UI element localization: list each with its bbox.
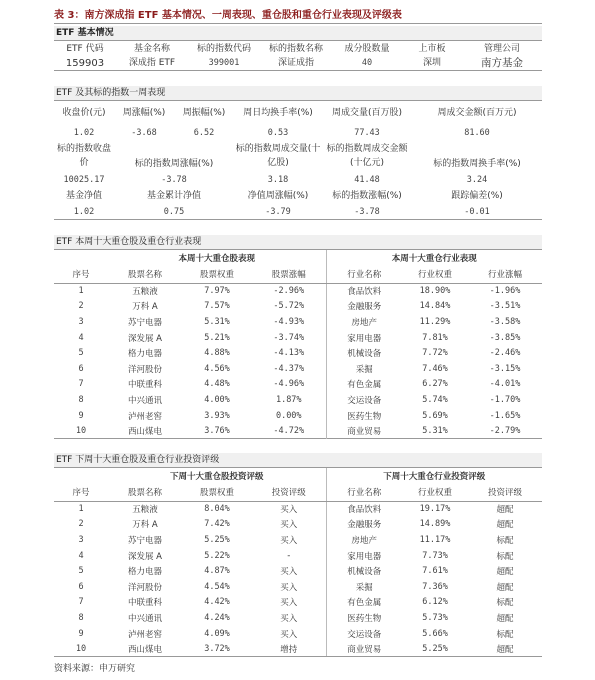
weekly-label: 周涨幅(%) bbox=[122, 108, 166, 118]
table-cell: 超配 bbox=[496, 520, 514, 531]
weekly-value: 1.02 bbox=[73, 207, 95, 217]
table-cell: 4.87% bbox=[204, 566, 230, 577]
table-cell: 4 bbox=[78, 332, 84, 343]
table-cell: 8 bbox=[78, 612, 84, 623]
table-cell: 5.66% bbox=[422, 628, 448, 639]
column-header: 行业名称 bbox=[326, 266, 402, 283]
weekly-label: 基金净值 bbox=[65, 191, 102, 201]
table-cell: 五粮液 bbox=[132, 505, 158, 516]
table-cell: -4.01% bbox=[489, 379, 521, 390]
column-header: 投资评级 bbox=[252, 484, 326, 501]
weekly-row3-values bbox=[54, 205, 542, 220]
table-cell: 6.27% bbox=[422, 379, 448, 390]
table-cell: 14.84% bbox=[419, 301, 451, 312]
table-cell: 标配 bbox=[496, 629, 514, 640]
basic-header: 成分股数量 bbox=[344, 44, 390, 54]
table-cell: 5.22% bbox=[204, 550, 230, 561]
table-cell: 3.76% bbox=[204, 425, 230, 436]
table-cell: 超配 bbox=[496, 505, 514, 516]
table-cell: 苏宁电器 bbox=[127, 317, 162, 328]
table-cell: 7.97% bbox=[204, 286, 230, 297]
column-header: 投资评级 bbox=[468, 484, 542, 501]
weekly-value: 0.53 bbox=[267, 128, 289, 138]
basic-value: 深成指 ETF bbox=[128, 58, 176, 68]
weekly-label: 跟踪偏差(%) bbox=[451, 191, 503, 201]
basic-value-company: 南方基金 bbox=[481, 57, 523, 69]
weekly-label: 标的指数周涨幅(%) bbox=[134, 159, 214, 169]
weekly-label: 标的指数周成交金额(十亿元) bbox=[326, 144, 408, 168]
basic-info-values bbox=[54, 56, 542, 71]
weekly-section-header: ETF 及其标的指数一周表现 bbox=[54, 86, 542, 101]
weekly-value: 77.43 bbox=[354, 128, 380, 138]
basic-value-code: 159903 bbox=[65, 58, 105, 69]
table-cell: 4.48% bbox=[204, 379, 230, 390]
table-row bbox=[54, 314, 542, 330]
table-cell: 机械设备 bbox=[326, 345, 402, 361]
table-cell: 7.73% bbox=[422, 550, 448, 561]
table-cell: 买入 bbox=[280, 505, 298, 516]
top10-section-header: ETF 本周十大重仓股及重仓行业表现 bbox=[54, 235, 542, 250]
column-header: 序号 bbox=[54, 484, 108, 501]
table-cell: 洋河股份 bbox=[127, 582, 162, 593]
table-cell: 18.90% bbox=[419, 286, 451, 297]
table-cell: 7.42% bbox=[204, 519, 230, 530]
top10-table bbox=[54, 250, 542, 439]
table-cell: 9 bbox=[78, 628, 84, 639]
table-cell: 4.54% bbox=[204, 581, 230, 592]
table-row bbox=[54, 330, 542, 346]
table-cell: 买入 bbox=[280, 629, 298, 640]
table-cell: 5.74% bbox=[422, 394, 448, 405]
ratings-right-title: 下周十大重仓行业投资评级 bbox=[326, 468, 542, 484]
table-cell: 14.89% bbox=[419, 519, 451, 530]
table-cell: -3.51% bbox=[489, 301, 521, 312]
table-cell: 10 bbox=[75, 643, 87, 654]
table-row bbox=[54, 283, 542, 299]
table-cell: 中联重科 bbox=[127, 380, 162, 391]
table-row bbox=[54, 532, 542, 548]
table-cell: 7.81% bbox=[422, 332, 448, 343]
weekly-value: 0.75 bbox=[163, 207, 185, 217]
table-row bbox=[54, 423, 542, 439]
top10-header-row bbox=[54, 266, 542, 283]
table-cell: 5.69% bbox=[422, 410, 448, 421]
basic-value: 深圳 bbox=[422, 58, 441, 68]
weekly-value: -3.68 bbox=[131, 128, 157, 138]
table-cell: 医药生物 bbox=[326, 610, 402, 626]
weekly-label: 标的指数周换手率(%) bbox=[433, 159, 521, 169]
table-cell: 7 bbox=[78, 597, 84, 608]
table-cell: 3.72% bbox=[204, 643, 230, 654]
table-cell: 万科 A bbox=[132, 302, 158, 313]
column-header: 股票名称 bbox=[108, 266, 182, 283]
table-cell: 19.17% bbox=[419, 504, 451, 515]
table-row bbox=[54, 299, 542, 315]
weekly-label: 周日均换手率(%) bbox=[243, 108, 313, 118]
table-cell: -4.93% bbox=[273, 316, 305, 327]
table-cell: 9 bbox=[78, 410, 84, 421]
table-cell: 5.73% bbox=[422, 612, 448, 623]
table-cell: 5.25% bbox=[204, 534, 230, 545]
weekly-value: -3.78 bbox=[354, 207, 380, 217]
table-cell: 标配 bbox=[496, 551, 514, 562]
basic-info-section-header: ETF 基本情况 bbox=[54, 26, 542, 41]
table-cell: 3 bbox=[78, 316, 84, 327]
weekly-value: -3.79 bbox=[265, 207, 291, 217]
table-row bbox=[54, 595, 542, 611]
table-row bbox=[54, 610, 542, 626]
table-cell: 有色金属 bbox=[326, 377, 402, 393]
table-cell: 家用电器 bbox=[326, 548, 402, 564]
table-cell: 五粮液 bbox=[132, 287, 158, 298]
ratings-header-row bbox=[54, 484, 542, 501]
table-cell: 4.09% bbox=[204, 628, 230, 639]
table-cell: -2.96% bbox=[273, 286, 305, 297]
table-cell: 深发展 A bbox=[127, 333, 163, 344]
table-cell: 6 bbox=[78, 581, 84, 592]
column-header: 行业权重 bbox=[402, 266, 468, 283]
table-cell: 医药生物 bbox=[326, 408, 402, 424]
basic-header: 管理公司 bbox=[483, 44, 520, 54]
table-cell: 8 bbox=[78, 394, 84, 405]
basic-value: 深证成指 bbox=[277, 58, 314, 68]
table-cell: - bbox=[287, 550, 291, 561]
weekly-label: 标的指数涨幅(%) bbox=[332, 191, 402, 201]
weekly-value: 81.60 bbox=[464, 128, 490, 138]
table-cell: 商业贸易 bbox=[326, 641, 402, 657]
table-cell: 格力电器 bbox=[127, 567, 162, 578]
basic-value: 399001 bbox=[208, 58, 240, 68]
weekly-row2-values bbox=[54, 173, 542, 187]
table-cell: -3.58% bbox=[489, 316, 521, 327]
weekly-row3-labels bbox=[54, 189, 542, 203]
weekly-value: 3.18 bbox=[267, 175, 289, 185]
table-row bbox=[54, 501, 542, 517]
table-cell: 交运设备 bbox=[326, 392, 402, 408]
table-cell: -1.65% bbox=[489, 410, 521, 421]
table-cell: 房地产 bbox=[326, 532, 402, 548]
table-cell: 泸州老窖 bbox=[127, 411, 162, 422]
weekly-label: 周振幅(%) bbox=[182, 108, 226, 118]
table-cell: 2 bbox=[78, 519, 84, 530]
table-row bbox=[54, 345, 542, 361]
bottom-rule bbox=[54, 656, 542, 657]
table-cell: 1 bbox=[78, 286, 84, 297]
source-note: 资料来源：申万研究 bbox=[54, 664, 136, 674]
table-cell: 深发展 A bbox=[127, 551, 163, 562]
table-cell: 5 bbox=[78, 566, 84, 577]
table-cell: 中兴通讯 bbox=[127, 613, 162, 624]
table-cell: 洋河股份 bbox=[127, 364, 162, 375]
weekly-label: 周成交量(百万股) bbox=[331, 108, 403, 118]
table-cell: -2.79% bbox=[489, 425, 521, 436]
table-cell: 有色金属 bbox=[326, 595, 402, 611]
table-cell: -1.96% bbox=[489, 286, 521, 297]
table-cell: 4.24% bbox=[204, 612, 230, 623]
table-row bbox=[54, 548, 542, 564]
table-cell: 超配 bbox=[496, 582, 514, 593]
table-cell: 5.21% bbox=[204, 332, 230, 343]
table-cell: 买入 bbox=[280, 598, 298, 609]
top10-right-title: 本周十大重仓行业表现 bbox=[326, 250, 542, 266]
table-cell: 5.31% bbox=[204, 316, 230, 327]
weekly-value: 41.48 bbox=[354, 175, 380, 185]
table-cell: -4.37% bbox=[273, 363, 305, 374]
table-title: 表 3：南方深成指 ETF 基本情况、一周表现、重仓股和重仓行业表现及评级表 bbox=[54, 8, 542, 24]
table-cell: 中联重科 bbox=[127, 598, 162, 609]
weekly-value: 10025.17 bbox=[63, 175, 105, 185]
table-cell: -5.72% bbox=[273, 301, 305, 312]
table-cell: 3 bbox=[78, 534, 84, 545]
table-cell: 采掘 bbox=[326, 579, 402, 595]
table-cell: 1.87% bbox=[275, 394, 302, 405]
table-cell: 标配 bbox=[496, 535, 514, 546]
table-cell: 格力电器 bbox=[127, 349, 162, 360]
table-cell: 金融服务 bbox=[326, 299, 402, 315]
weekly-row1-values bbox=[54, 126, 542, 140]
table-cell: 7.36% bbox=[422, 581, 448, 592]
table-cell: 7.61% bbox=[422, 566, 448, 577]
table-cell: 标配 bbox=[496, 598, 514, 609]
table-cell: 买入 bbox=[280, 520, 298, 531]
table-cell: 增持 bbox=[280, 644, 298, 655]
table-cell: 交运设备 bbox=[326, 626, 402, 642]
table-row bbox=[54, 408, 542, 424]
table-cell: 1 bbox=[78, 504, 84, 515]
table-row bbox=[54, 626, 542, 642]
table-cell: 4 bbox=[78, 550, 84, 561]
column-header: 股票涨幅 bbox=[252, 266, 326, 283]
table-cell: 超配 bbox=[496, 567, 514, 578]
table-row bbox=[54, 392, 542, 408]
basic-value: 40 bbox=[361, 58, 373, 68]
table-cell: 房地产 bbox=[326, 314, 402, 330]
table-cell: -2.46% bbox=[489, 348, 521, 359]
weekly-row2-labels bbox=[54, 141, 542, 171]
ratings-section-header: ETF 下周十大重仓股及重仓行业投资评级 bbox=[54, 453, 542, 468]
column-header: 行业权重 bbox=[402, 484, 468, 501]
table-cell: -4.72% bbox=[273, 425, 305, 436]
column-header: 股票权重 bbox=[182, 266, 252, 283]
basic-info-headers bbox=[54, 42, 542, 56]
table-cell: 西山煤电 bbox=[127, 426, 162, 437]
table-cell: 采掘 bbox=[326, 361, 402, 377]
table-cell: -3.74% bbox=[273, 332, 305, 343]
table-cell: 7 bbox=[78, 379, 84, 390]
table-cell: 泸州老窖 bbox=[127, 629, 162, 640]
weekly-value: -3.78 bbox=[161, 175, 187, 185]
table-cell: 苏宁电器 bbox=[127, 535, 162, 546]
weekly-value: 3.24 bbox=[466, 175, 488, 185]
table-cell: 11.29% bbox=[419, 316, 451, 327]
table-cell: 8.04% bbox=[204, 504, 230, 515]
weekly-label: 标的指数收盘价 bbox=[56, 144, 111, 168]
table-cell: 6 bbox=[78, 363, 84, 374]
table-cell: -3.85% bbox=[489, 332, 521, 343]
weekly-row1-labels bbox=[54, 106, 542, 120]
table-cell: 超配 bbox=[496, 613, 514, 624]
column-header: 行业名称 bbox=[326, 484, 402, 501]
table-cell: 7.72% bbox=[422, 348, 448, 359]
table-cell: -1.70% bbox=[489, 394, 521, 405]
ratings-left-title: 下周十大重仓股投资评级 bbox=[170, 472, 264, 482]
table-cell: 买入 bbox=[280, 582, 298, 593]
table-cell: 机械设备 bbox=[326, 563, 402, 579]
table-cell: 买入 bbox=[280, 613, 298, 624]
table-cell: 7.46% bbox=[422, 363, 448, 374]
ratings-table bbox=[54, 468, 542, 657]
weekly-label: 收盘价(元) bbox=[62, 108, 106, 118]
column-header: 序号 bbox=[54, 266, 108, 283]
table-cell: 食品饮料 bbox=[326, 283, 402, 299]
table-cell: 5 bbox=[78, 348, 84, 359]
table-cell: 食品饮料 bbox=[326, 501, 402, 517]
basic-header: 标的指数名称 bbox=[268, 44, 323, 54]
table-cell: -4.96% bbox=[273, 379, 305, 390]
table-cell: 4.00% bbox=[204, 394, 230, 405]
weekly-value: -0.01 bbox=[464, 207, 490, 217]
table-row bbox=[54, 641, 542, 657]
table-cell: 4.42% bbox=[204, 597, 230, 608]
column-header: 股票权重 bbox=[182, 484, 252, 501]
table-cell: 买入 bbox=[280, 567, 298, 578]
basic-header: 标的指数代码 bbox=[196, 44, 251, 54]
table-cell: 7.57% bbox=[204, 301, 230, 312]
table-cell: 5.31% bbox=[422, 425, 448, 436]
column-header: 行业涨幅 bbox=[468, 266, 542, 283]
table-cell: 超配 bbox=[496, 644, 514, 655]
table-cell: 3.93% bbox=[204, 410, 230, 421]
table-row bbox=[54, 377, 542, 393]
basic-header: 上市板 bbox=[418, 44, 446, 54]
table-cell: 买入 bbox=[280, 535, 298, 546]
table-cell: 11.17% bbox=[419, 534, 451, 545]
weekly-value: 6.52 bbox=[193, 128, 215, 138]
basic-header: 基金名称 bbox=[133, 44, 170, 54]
weekly-label: 周成交金额(百万元) bbox=[437, 108, 517, 118]
column-header: 股票名称 bbox=[108, 484, 182, 501]
top10-left-title: 本周十大重仓股表现 bbox=[178, 254, 255, 264]
table-cell: 5.25% bbox=[422, 643, 448, 654]
table-row bbox=[54, 361, 542, 377]
table-cell: 4.88% bbox=[204, 348, 230, 359]
table-cell: 西山煤电 bbox=[127, 644, 162, 655]
table-cell: -3.15% bbox=[489, 363, 521, 374]
table-cell: 家用电器 bbox=[326, 330, 402, 346]
weekly-label: 净值周涨幅(%) bbox=[247, 191, 309, 201]
table-row bbox=[54, 517, 542, 533]
table-cell: 2 bbox=[78, 301, 84, 312]
table-cell: -4.13% bbox=[273, 348, 305, 359]
table-cell: 6.12% bbox=[422, 597, 448, 608]
table-cell: 金融服务 bbox=[326, 517, 402, 533]
table-cell: 商业贸易 bbox=[326, 423, 402, 439]
basic-header: ETF 代码 bbox=[66, 44, 104, 54]
weekly-label: 基金累计净值 bbox=[146, 191, 201, 201]
table-cell: 万科 A bbox=[132, 520, 158, 531]
table-row bbox=[54, 579, 542, 595]
table-row bbox=[54, 563, 542, 579]
table-cell: 10 bbox=[75, 425, 87, 436]
table-cell: 0.00% bbox=[275, 410, 302, 421]
table-cell: 4.56% bbox=[204, 363, 230, 374]
weekly-value: 1.02 bbox=[73, 128, 95, 138]
table-cell: 中兴通讯 bbox=[127, 395, 162, 406]
weekly-label: 标的指数周成交量(十亿股) bbox=[235, 144, 321, 168]
